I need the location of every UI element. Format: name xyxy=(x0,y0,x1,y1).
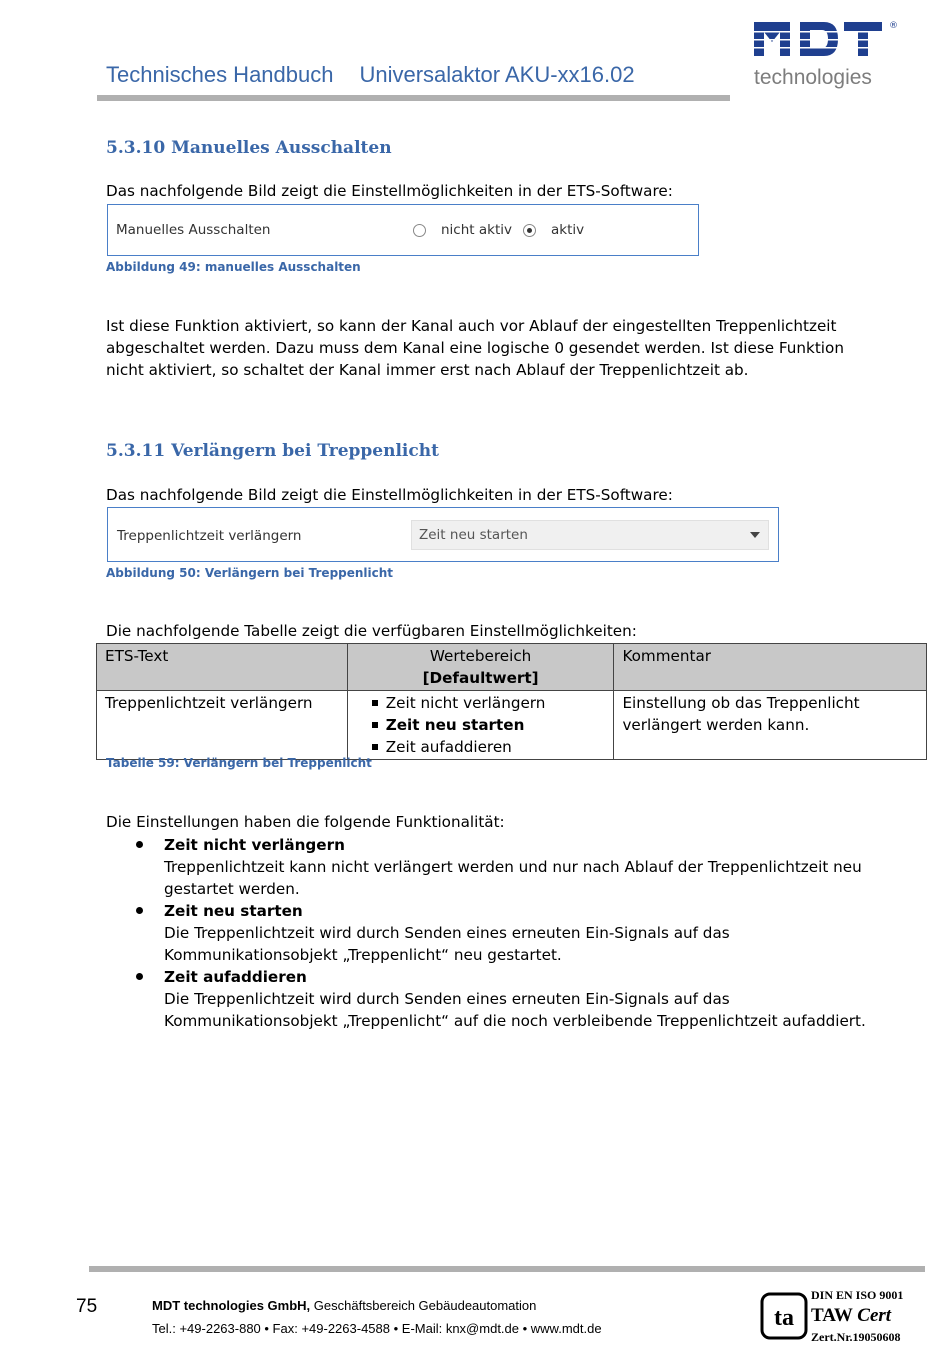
list-item: Zeit nicht verlängern xyxy=(386,692,606,714)
ets-manuelles-ausschalten-panel xyxy=(107,204,699,256)
value-list xyxy=(356,692,606,758)
cert-logo-text: ta xyxy=(774,1305,794,1331)
list-item: Zeit aufaddieren xyxy=(386,736,606,758)
body-line: Ist diese Funktion aktiviert, so kann der Kanal auch vor Ablauf der eingestellten Treppenlichtzeit xyxy=(106,317,837,335)
logo-subtitle: technologies xyxy=(754,66,872,89)
section1-body xyxy=(106,315,844,381)
logo-main-text: MDT xyxy=(752,18,755,19)
document-header-title xyxy=(106,62,635,88)
header-ets-text: ETS-Text xyxy=(97,644,348,691)
chevron-down-icon[interactable] xyxy=(750,532,760,538)
table-header-row xyxy=(97,644,927,691)
cell-kommentar xyxy=(614,691,927,760)
function-desc-line: Kommunikationsobjekt „Treppenlicht“ auf die noch verbleibende Treppenlichtzeit aufaddiert. xyxy=(164,1012,866,1030)
body-line: nicht aktiviert, so schaltet der Kanal immer erst nach Ablauf der Treppenlichtzeit ab. xyxy=(106,361,749,379)
radio-nicht-aktiv-label[interactable]: nicht aktiv xyxy=(441,222,512,238)
table-caption-59: Tabelle 59: Verlängern bei Treppenlicht xyxy=(106,756,372,770)
header-kommentar: Kommentar xyxy=(614,644,927,691)
function-title: Zeit neu starten xyxy=(164,902,303,920)
company-division: Geschäftsbereich Gebäudeautomation xyxy=(310,1298,537,1313)
dropdown-value: Zeit neu starten xyxy=(419,527,528,543)
handbook-title: Technisches Handbuch xyxy=(106,62,334,87)
function-desc-line: Treppenlichtzeit kann nicht verlängert werden und nur nach Ablauf der Treppenlichtzeit neu xyxy=(164,858,862,876)
bullet-icon xyxy=(136,841,143,848)
comment-line: verlängert werden kann. xyxy=(622,716,810,734)
footer-contact: Tel.: +49-2263-880 • Fax: +49-2263-4588 • E-Mail: knx@mdt.de • www.mdt.de xyxy=(152,1321,602,1336)
footer-company xyxy=(152,1298,536,1313)
cell-ets-text: Treppenlichtzeit verlängern xyxy=(97,691,348,760)
radio-aktiv-label[interactable]: aktiv xyxy=(551,222,585,238)
section1-intro: Das nachfolgende Bild zeigt die Einstellmöglichkeiten in der ETS-Software: xyxy=(106,182,673,200)
header-rule xyxy=(97,95,730,101)
list-item xyxy=(106,966,866,1032)
ets-param-label: Treppenlichtzeit verlängern xyxy=(117,528,302,544)
bullet-icon xyxy=(136,973,143,980)
registered-mark: ® xyxy=(889,21,898,31)
header-defaultwert: [Defaultwert] xyxy=(422,669,539,687)
section-heading-manuelles-ausschalten: 5.3.10 Manuelles Ausschalten xyxy=(106,138,392,158)
function-title: Zeit nicht verlängern xyxy=(164,836,345,854)
functionality-list xyxy=(106,834,866,1032)
functionality-intro: Die Einstellungen haben die folgende Funktionalität: xyxy=(106,813,505,831)
table-intro: Die nachfolgende Tabelle zeigt die verfügbaren Einstellmöglichkeiten: xyxy=(106,622,637,640)
figure-caption-50: Abbildung 50: Verlängern bei Treppenlicht xyxy=(106,566,394,580)
cell-wertebereich xyxy=(347,691,614,760)
function-desc-line: gestartet werden. xyxy=(164,880,300,898)
bullet-icon xyxy=(136,907,143,914)
function-desc-line: Kommunikationsobjekt „Treppenlicht“ neu gestartet. xyxy=(164,946,562,964)
product-title: Universalaktor AKU-xx16.02 xyxy=(359,62,635,87)
treppenlicht-verlaengern-dropdown[interactable] xyxy=(411,520,769,550)
footer-rule xyxy=(89,1266,925,1272)
function-desc-line: Die Treppenlichtzeit wird durch Senden eines erneuten Ein-Signals auf das xyxy=(164,924,730,942)
ets-param-label: Manuelles Ausschalten xyxy=(116,222,271,238)
taw-cert-logo xyxy=(760,1292,808,1340)
settings-table xyxy=(96,643,927,760)
cert-cert: Cert xyxy=(857,1305,892,1326)
list-item-default: Zeit neu starten xyxy=(386,714,606,736)
section-heading-verlaengern: 5.3.11 Verlängern bei Treppenlicht xyxy=(106,441,439,461)
function-desc-line: Die Treppenlichtzeit wird durch Senden eines erneuten Ein-Signals auf das xyxy=(164,990,730,1008)
comment-line: Einstellung ob das Treppenlicht xyxy=(622,694,860,712)
list-item xyxy=(106,900,866,966)
body-line: abgeschaltet werden. Dazu muss dem Kanal eine logische 0 gesendet werden. Ist diese Funktion xyxy=(106,339,844,357)
header-wertebereich-label: Wertebereich xyxy=(429,647,532,665)
cert-name xyxy=(811,1305,891,1327)
section2-intro: Das nachfolgende Bild zeigt die Einstellmöglichkeiten in der ETS-Software: xyxy=(106,486,673,504)
cert-number: Zert.Nr.19050608 xyxy=(811,1330,901,1344)
function-title: Zeit aufaddieren xyxy=(164,968,307,986)
cert-taw: TAW xyxy=(811,1305,853,1326)
company-name: MDT technologies GmbH, xyxy=(152,1298,311,1313)
page-number: 75 xyxy=(76,1296,98,1317)
radio-aktiv[interactable] xyxy=(523,224,536,237)
header-wertebereich xyxy=(347,644,614,691)
cert-standard: DIN EN ISO 9001 xyxy=(811,1288,904,1302)
radio-nicht-aktiv[interactable] xyxy=(413,224,426,237)
figure-caption-49: Abbildung 49: manuelles Ausschalten xyxy=(106,260,361,274)
list-item xyxy=(106,834,866,900)
table-row xyxy=(97,691,927,760)
